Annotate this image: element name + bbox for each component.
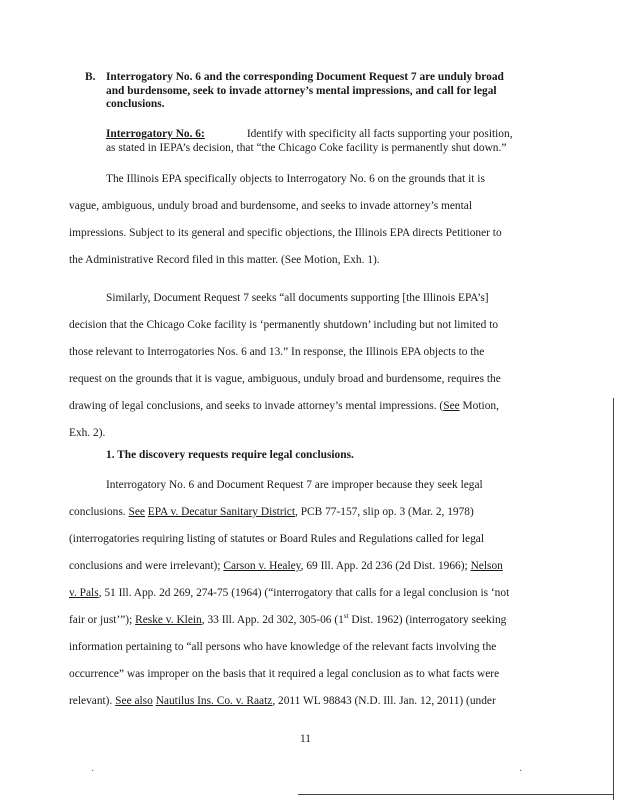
case-name: Reske v. Klein bbox=[135, 614, 202, 626]
text-run: , 2011 WL 98843 (N.D. Ill. Jan. 12, 2011) (under bbox=[272, 695, 496, 707]
interrogatory-text-1: Identify with specificity all facts supporting your position, bbox=[246, 128, 513, 140]
scan-border-right bbox=[613, 398, 614, 800]
interrogatory-block bbox=[106, 128, 513, 155]
paragraph-line bbox=[69, 393, 501, 420]
section-heading bbox=[85, 71, 95, 85]
paragraph-request-7-cont bbox=[69, 312, 501, 447]
paragraph-line bbox=[69, 580, 509, 607]
paragraph-line: The Illinois EPA specifically objects to Interrogatory No. 6 on the grounds that it is bbox=[106, 173, 485, 185]
text-run: fair or just’”); bbox=[69, 614, 136, 626]
signal-see: See bbox=[128, 506, 145, 518]
paragraph-line: Exh. 2). bbox=[69, 427, 106, 439]
text-run: Dist. 1962) (interrogatory seeking bbox=[348, 614, 507, 626]
interrogatory-text-2: as stated in IEPA’s decision, that “the Chicago Coke facility is permanently shut down.” bbox=[106, 141, 507, 154]
case-name: Nelson bbox=[470, 560, 503, 572]
subheading: 1. The discovery requests require legal conclusions. bbox=[106, 449, 354, 461]
paragraph-line: request on the grounds that it is vague, ambiguous, unduly broad and burdensome, requires the bbox=[69, 373, 501, 385]
text-run: , 33 Ill. App. 2d 302, 305-06 (1 bbox=[201, 614, 344, 626]
case-name: EPA v. Decatur Sanitary District bbox=[147, 506, 296, 518]
paragraph-legal-conclusions bbox=[106, 472, 483, 499]
scan-mark: · bbox=[519, 766, 523, 777]
section-letter: B. bbox=[85, 71, 96, 83]
signal-see: See bbox=[443, 400, 460, 412]
text-run: Motion, bbox=[459, 400, 499, 412]
paragraph-line: decision that the Chicago Coke facility is ‘permanently shutdown’ including but not limited to bbox=[69, 319, 499, 331]
paragraph-line: information pertaining to “all persons who have knowledge of the relevant facts involving the bbox=[69, 641, 497, 653]
paragraph-line: those relevant to Interrogatories Nos. 6 and 13.” In response, the Illinois EPA objects to the bbox=[69, 346, 485, 358]
text-run: , 51 Ill. App. 2d 269, 274-75 (1964) (“interrogatory that calls for a legal conclusion is ‘not bbox=[98, 587, 510, 599]
paragraph-line: vague, ambiguous, unduly broad and burdensome, and seeks to invade attorney’s mental bbox=[69, 200, 473, 212]
page-number: 11 bbox=[300, 733, 311, 745]
case-name: Carson v. Healey bbox=[223, 560, 301, 572]
text-run: , 69 Ill. App. 2d 236 (2d Dist. 1966); bbox=[300, 560, 471, 572]
paragraph-line bbox=[69, 499, 509, 526]
paragraph-request-7 bbox=[106, 285, 489, 312]
paragraph-line bbox=[69, 553, 509, 580]
ordinal-suffix: st bbox=[343, 612, 349, 621]
paragraph-legal-conclusions-cont bbox=[69, 499, 509, 715]
paragraph-line: the Administrative Record filed in this matter. (See Motion, Exh. 1). bbox=[69, 254, 380, 266]
paragraph-line: Similarly, Document Request 7 seeks “all documents supporting [the Illinois EPA’s] bbox=[106, 292, 489, 304]
text-run: , PCB 77-157, slip op. 3 (Mar. 2, 1978) bbox=[295, 506, 474, 518]
heading-line: and burdensome, seek to invade attorney’s mental impressions, and call for legal bbox=[106, 84, 497, 97]
paragraph-objection-6 bbox=[106, 166, 485, 193]
case-name: v. Pals bbox=[69, 587, 99, 599]
heading-line: conclusions. bbox=[106, 98, 165, 110]
text-run: conclusions. bbox=[69, 506, 129, 518]
paragraph-line: Interrogatory No. 6 and Document Request 7 are improper because they seek legal bbox=[106, 479, 483, 491]
paragraph-line bbox=[69, 688, 509, 715]
paragraph-line: (interrogatories requiring listing of statutes or Board Rules and Regulations called for legal bbox=[69, 533, 485, 545]
section-heading-text bbox=[106, 71, 504, 112]
interrogatory-label: Interrogatory No. 6: bbox=[106, 128, 205, 140]
paragraph-line: impressions. Subject to its general and specific objections, the Illinois EPA directs Petitioner to bbox=[69, 227, 502, 239]
text-run: drawing of legal conclusions, and seeks to invade attorney’s mental impressions. ( bbox=[69, 400, 444, 412]
text-run: conclusions and were irrelevant); bbox=[69, 560, 224, 572]
text-run: relevant). bbox=[69, 695, 116, 707]
signal-see-also: See also bbox=[115, 695, 153, 707]
scan-border-bottom bbox=[298, 794, 613, 795]
case-name: Nautilus Ins. Co. v. Raatz bbox=[155, 695, 273, 707]
paragraph-objection-6-cont bbox=[69, 193, 502, 274]
heading-line: Interrogatory No. 6 and the corresponding Document Request 7 are unduly broad bbox=[106, 71, 504, 83]
interrogatory-line-1 bbox=[106, 128, 513, 142]
paragraph-line bbox=[69, 607, 509, 634]
paragraph-line: occurrence” was improper on the basis that it required a legal conclusion as to what facts were bbox=[69, 668, 500, 680]
scan-mark: · bbox=[91, 766, 95, 777]
